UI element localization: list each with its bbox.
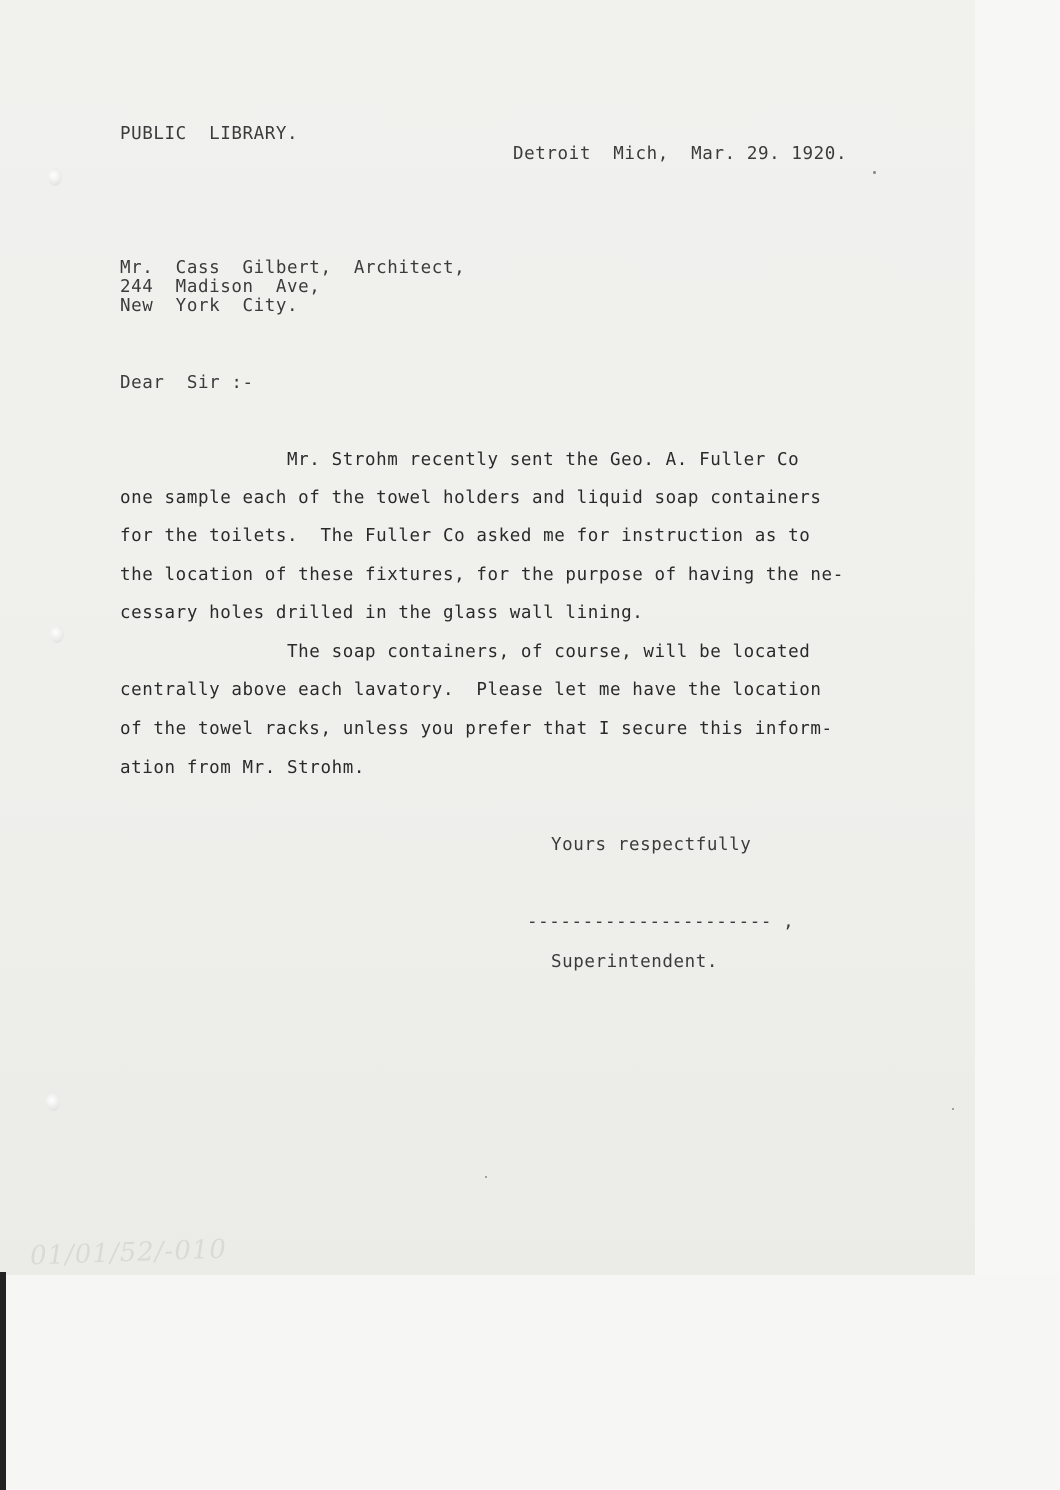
archive-stamp: 01/01/52/-010 bbox=[29, 1234, 228, 1272]
body-line: one sample each of the towel holders and liquid soap containers bbox=[120, 488, 822, 508]
signature-line: ---------------------- , bbox=[527, 912, 795, 932]
ink-speck bbox=[952, 1108, 954, 1110]
signer-title: Superintendent. bbox=[551, 952, 719, 972]
salutation: Dear Sir :- bbox=[120, 373, 254, 393]
recipient-line-3: New York City. bbox=[120, 296, 299, 316]
body-line: centrally above each lavatory. Please let me have the location bbox=[120, 680, 822, 700]
recipient-line-1: Mr. Cass Gilbert, Architect, bbox=[120, 258, 466, 278]
body-line: cessary holes drilled in the glass wall lining. bbox=[120, 603, 644, 623]
punch-hole-bottom bbox=[46, 1093, 60, 1111]
body-line: for the toilets. The Fuller Co asked me for instruction as to bbox=[120, 526, 811, 546]
ink-speck bbox=[873, 171, 876, 174]
punch-hole-top bbox=[48, 168, 62, 186]
body-line: the location of these fixtures, for the purpose of having the ne- bbox=[120, 565, 844, 585]
punch-hole-middle bbox=[50, 625, 64, 643]
recipient-line-2: 244 Madison Ave, bbox=[120, 277, 321, 297]
scanner-bed-right bbox=[975, 0, 1060, 1275]
scan-edge-shadow bbox=[0, 1272, 6, 1490]
scanner-bed-bottom bbox=[0, 1275, 1060, 1490]
body-line: The soap containers, of course, will be located bbox=[120, 642, 811, 662]
ink-speck bbox=[485, 1176, 487, 1178]
body-line: ation from Mr. Strohm. bbox=[120, 758, 365, 778]
letterhead-org: PUBLIC LIBRARY. bbox=[120, 124, 299, 144]
complimentary-close: Yours respectfully bbox=[551, 835, 752, 855]
body-line: Mr. Strohm recently sent the Geo. A. Fuller Co bbox=[120, 450, 800, 470]
body-line: of the towel racks, unless you prefer that I secure this inform- bbox=[120, 719, 833, 739]
place-date: Detroit Mich, Mar. 29. 1920. bbox=[513, 144, 848, 164]
